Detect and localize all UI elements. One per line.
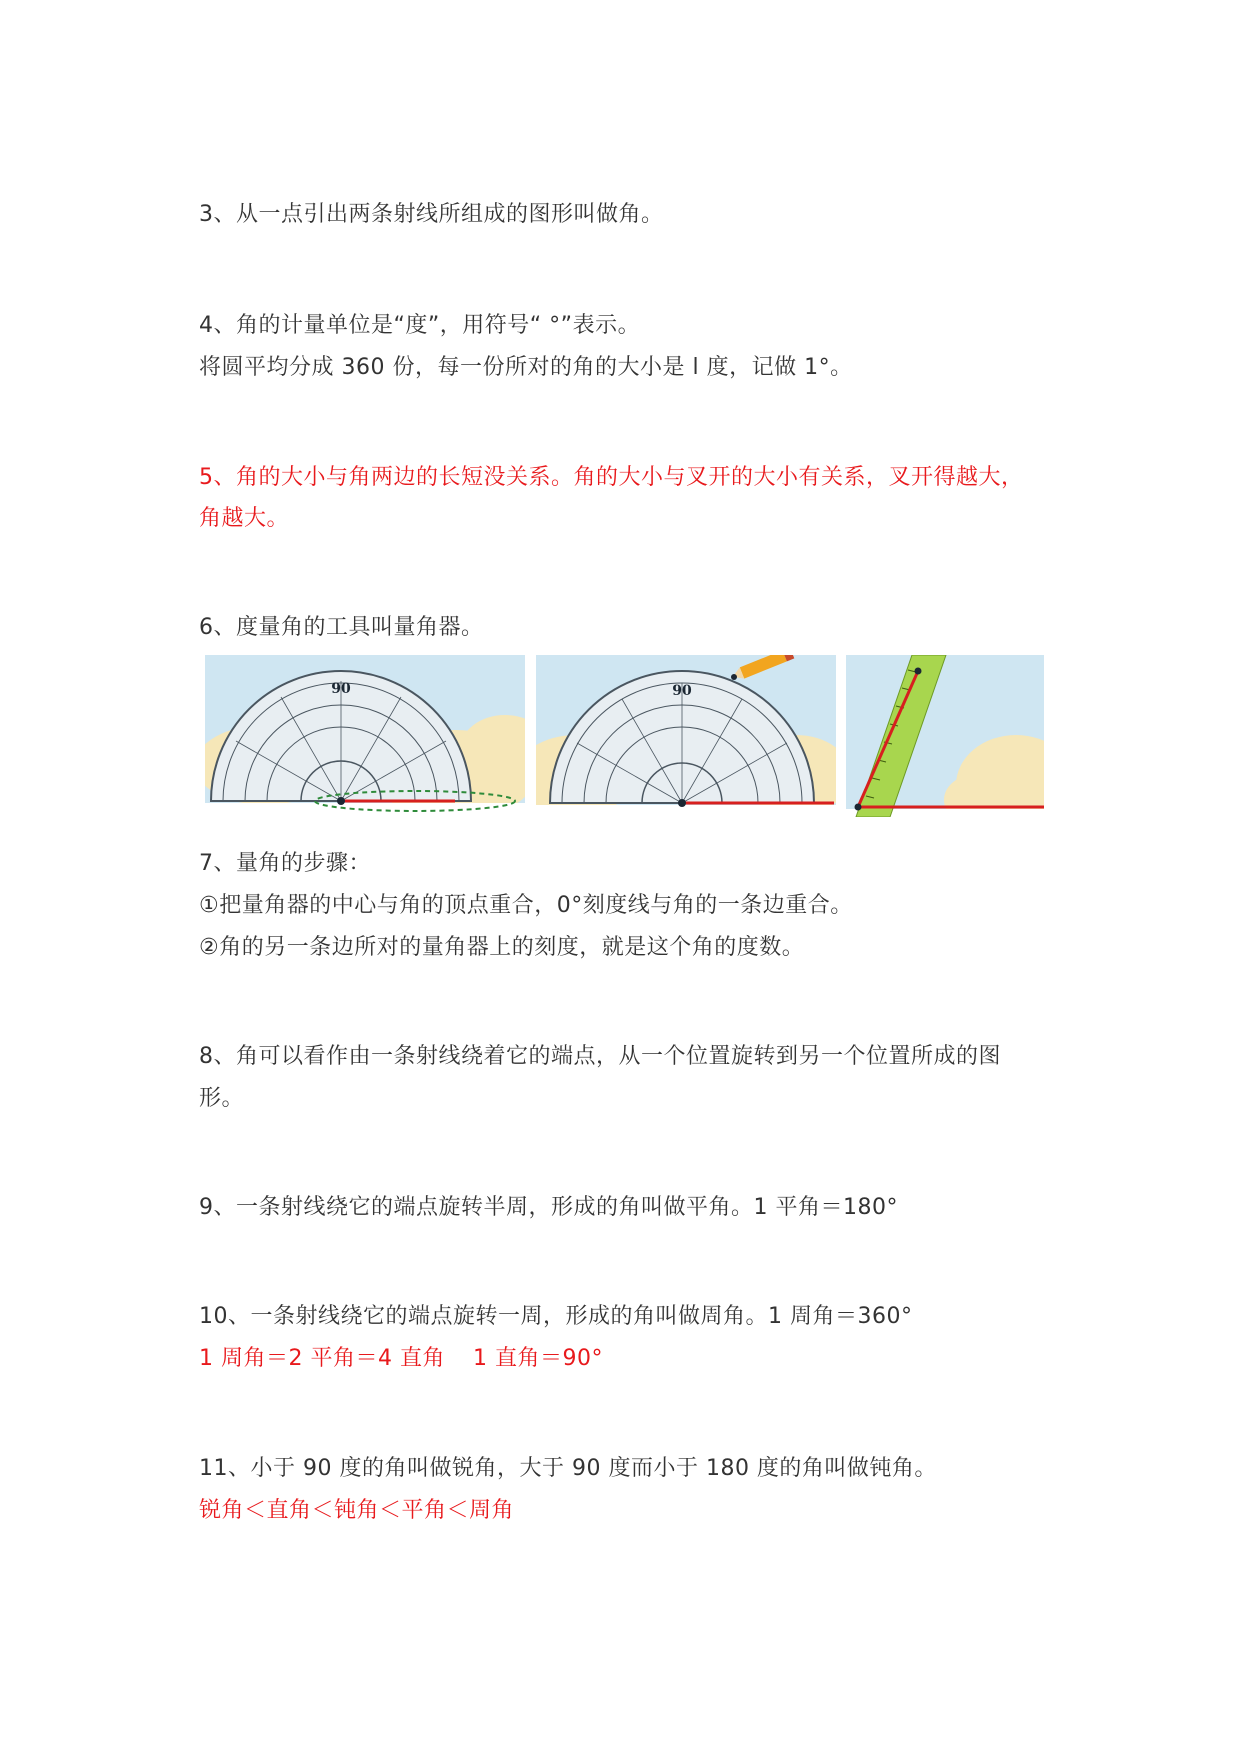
item-4-line-1: 4、角的计量单位是“度”，用符号“ °”表示。 (199, 313, 641, 338)
protractor-figure-1 (205, 655, 525, 817)
item-10-line-2 (199, 1343, 603, 1375)
protractor-90-label-1: 90 (331, 681, 351, 697)
item-7-title: 7、量角的步骤： (199, 851, 371, 876)
item-8-line-1: 8、角可以看作由一条射线绕着它的端点，从一个位置旋转到另一个位置所成的图 (199, 1044, 1001, 1069)
protractor-90-label-2: 90 (672, 683, 692, 699)
item-5-line-1: 5、角的大小与角两边的长短没关系。角的大小与叉开的大小有关系，叉开得越大， (199, 465, 1024, 490)
protractor-figure-2 (536, 655, 836, 817)
item-4-line-2: 将圆平均分成 360 份，每一份所对的角的大小是 l 度，记做 1°。 (199, 355, 853, 380)
item-11-line-2: 锐角＜直角＜钝角＜平角＜周角 (199, 1498, 515, 1523)
item-11-line-1: 11、小于 90 度的角叫做锐角，大于 90 度而小于 180 度的角叫做钝角。 (199, 1456, 937, 1481)
item-6: 6、度量角的工具叫量角器。 (199, 615, 484, 640)
item-7-step-2: ②角的另一条边所对的量角器上的刻度，就是这个角的度数。 (199, 935, 805, 960)
item-10-equation-b: 1 直角＝90° (472, 1346, 603, 1371)
item-10-line-1: 10、一条射线绕它的端点旋转一周，形成的角叫做周角。1 周角＝360° (199, 1304, 913, 1329)
item-8-line-2: 形。 (199, 1086, 245, 1111)
item-5-line-2: 角越大。 (199, 506, 290, 531)
item-3: 3、从一点引出两条射线所组成的图形叫做角。 (199, 202, 664, 227)
item-10-equation-a: 1 周角＝2 平角＝4 直角 (199, 1346, 445, 1371)
item-9: 9、一条射线绕它的端点旋转半周，形成的角叫做平角。1 平角＝180° (199, 1195, 898, 1220)
item-7-step-1: ①把量角器的中心与角的顶点重合，0°刻度线与角的一条边重合。 (199, 893, 853, 918)
ruler-figure (846, 655, 1044, 817)
